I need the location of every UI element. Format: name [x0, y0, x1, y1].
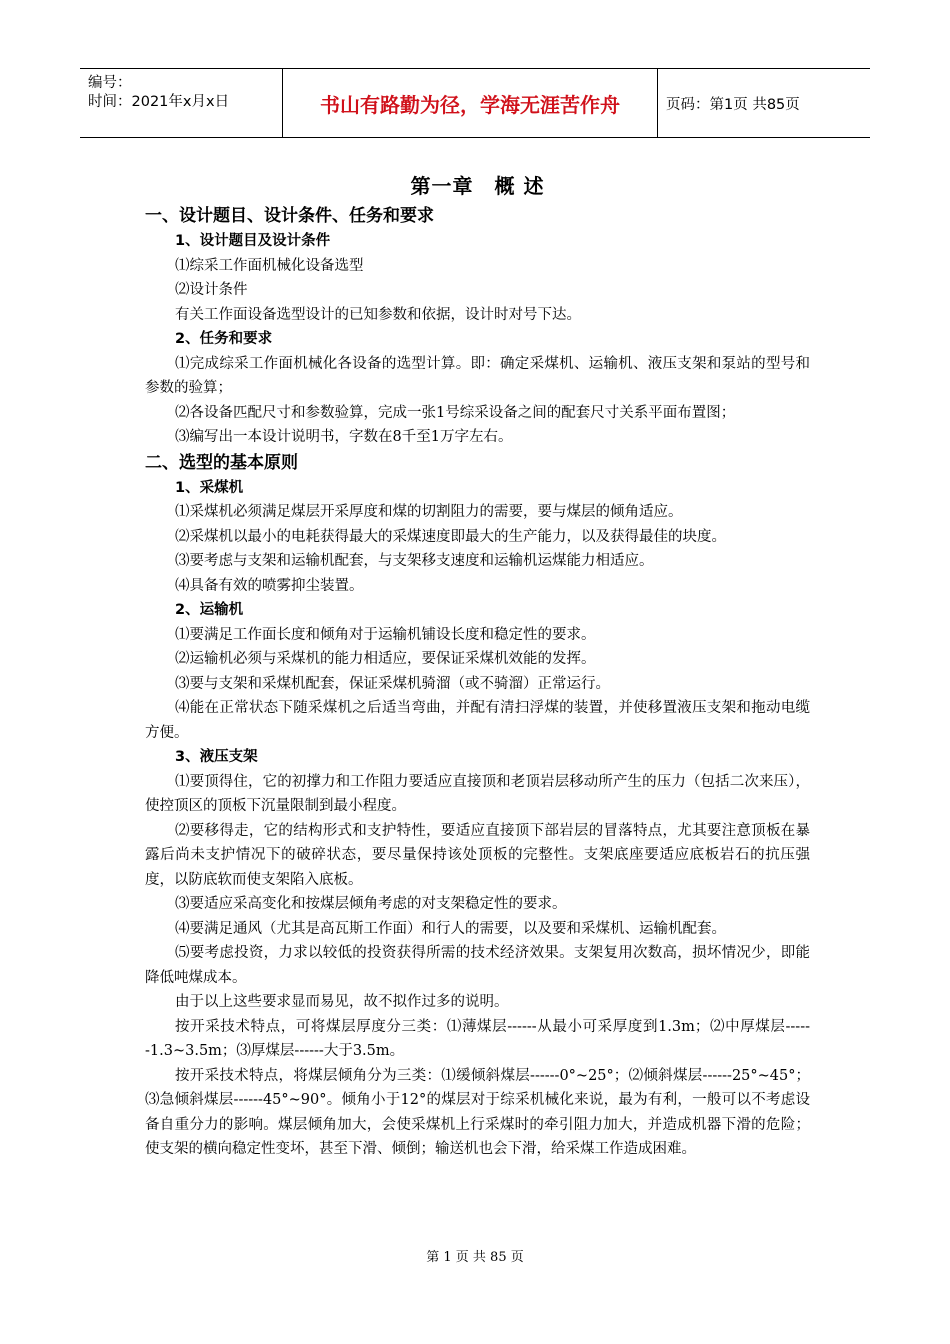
paragraph: ⑸要考虑投资，力求以较低的投资获得所需的技术经济效果。支架复用次数高，损坏情况少，即能降低吨煤成本。 — [145, 945, 810, 986]
paragraph: ⑴采煤机必须满足煤层开采厚度和煤的切割阻力的需要，要与煤层的倾角适应。 — [175, 504, 683, 520]
section-heading: 二、选型的基本原则 — [145, 452, 298, 473]
subsection-heading: 1、采煤机 — [175, 479, 244, 496]
paragraph: ⑴完成综采工作面机械化各设备的选型计算。即：确定采煤机、运输机、液压支架和泵站的型号和参数的验算； — [145, 355, 810, 396]
paragraph: ⑶要适应采高变化和按煤层倾角考虑的对支架稳定性的要求。 — [175, 896, 567, 912]
content-blocks — [145, 203, 810, 1162]
paragraph: ⑶要与支架和采煤机配套，保证采煤机骑溜（或不骑溜）正常运行。 — [175, 675, 610, 692]
header-motto: 书山有路勤为径，学海无涯苦作舟 — [283, 69, 658, 137]
paragraph: ⑷要满足通风（尤其是高瓦斯工作面）和行人的需要，以及要和采煤机、运输机配套。 — [175, 920, 726, 937]
subsection-heading: 2、任务和要求 — [175, 331, 273, 347]
paragraph: ⑵运输机必须与采煤机的能力相适应，要保证采煤机效能的发挥。 — [175, 651, 596, 667]
paragraph: ⑵采煤机以最小的电耗获得最大的采煤速度即最大的生产能力，以及获得最佳的块度。 — [175, 528, 726, 545]
paragraph: ⑵各设备匹配尺寸和参数验算，完成一张1号综采设备之间的配套尺寸关系平面布置图； — [175, 404, 736, 421]
paragraph: 有关工作面设备选型设计的已知参数和依据，设计时对号下达。 — [175, 306, 581, 323]
paragraph: 按开采技术特点，将煤层倾角分为三类：⑴缓倾斜煤层------0°~25°；⑵倾斜煤层------25°~45°；⑶急倾斜煤层------45°~90°。倾角小于12°的煤层对于综采机械化来说，最为有利，一般可以不考虑设备自重分力的影响。煤层倾角加大，会使采煤机上行采煤时的牵引阻力加大，并造成机器下滑的危险；使支架的横向稳定性变坏，甚至下滑、倾倒；输送机也会下滑，给采煤工作造成困难。 — [145, 1067, 810, 1157]
paragraph: ⑶编写出一本设计说明书，字数在8千至1万字左右。 — [175, 429, 513, 445]
paragraph: ⑷具备有效的喷雾抑尘装置。 — [175, 577, 364, 594]
paragraph: ⑷能在正常状态下随采煤机之后适当弯曲，并配有清扫浮煤的装置，并使移置液压支架和拖动电缆方便。 — [145, 700, 810, 741]
header-meta — [80, 69, 283, 137]
subsection-heading: 3、液压支架 — [175, 749, 258, 765]
subsection-heading: 2、运输机 — [175, 602, 244, 618]
page-header — [80, 68, 870, 138]
doc-number-label: 编号： — [88, 75, 132, 91]
header-page-info: 页码：第1页 共85页 — [666, 96, 800, 113]
paragraph: ⑴要满足工作面长度和倾角对于运输机铺设长度和稳定性的要求。 — [175, 626, 596, 643]
paragraph: 按开采技术特点，可将煤层厚度分三类：⑴薄煤层------从最小可采厚度到1.3m；⑵中厚煤层------1.3~3.5m；⑶厚煤层------大于3.5m。 — [145, 1018, 810, 1059]
paragraph: ⑴要顶得住，它的初撑力和工作阻力要适应直接顶和老顶岩层移动所产生的压力（包括二次来压），使控顶区的顶板下沉量限制到最小程度。 — [145, 773, 810, 814]
subsection-heading: 1、设计题目及设计条件 — [175, 233, 331, 249]
paragraph: 由于以上这些要求显而易见，故不拟作过多的说明。 — [175, 994, 509, 1010]
section-heading: 一、设计题目、设计条件、任务和要求 — [145, 206, 434, 226]
paragraph: ⑵要移得走，它的结构形式和支护特性，要适应直接顶下部岩层的冒落特点，尤其要注意顶板在暴露后尚未支护情况下的破碎状态，要尽量保持该处顶板的完整性。支架底座要适应底板岩石的抗压强度，以防底软而使支架陷入底板。 — [145, 822, 810, 888]
paragraph: ⑶要考虑与支架和运输机配套，与支架移支速度和运输机运煤能力相适应。 — [175, 553, 654, 569]
document-body — [145, 170, 810, 1162]
paragraph: ⑵设计条件 — [175, 282, 248, 298]
doc-date-label: 时间：2021年x月x日 — [88, 94, 230, 110]
page-footer: 第 1 页 共 85 页 — [426, 1250, 524, 1265]
chapter-title: 第一章 概 述 — [410, 174, 545, 198]
paragraph: ⑴综采工作面机械化设备选型 — [175, 257, 364, 274]
